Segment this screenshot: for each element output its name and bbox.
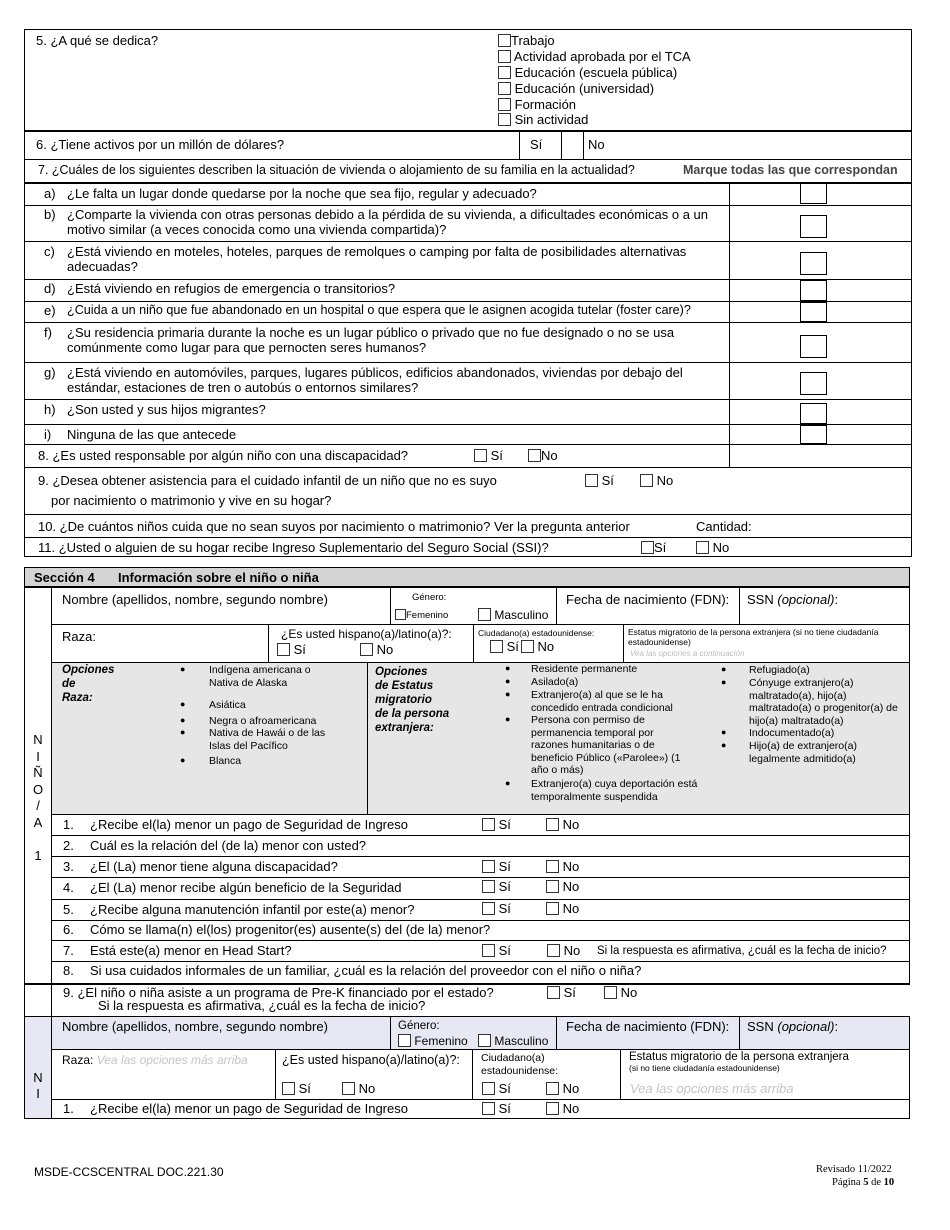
q7-f-checkbox[interactable] bbox=[800, 335, 827, 358]
checkbox[interactable] bbox=[498, 66, 511, 79]
checkbox[interactable] bbox=[482, 944, 495, 957]
q11-no[interactable]: No bbox=[696, 540, 729, 555]
q5-option[interactable]: Educación (universidad) bbox=[498, 81, 654, 96]
child2-race-hint: Vea las opciones más arriba bbox=[96, 1053, 248, 1067]
immig-options-title: Opciones de Estatus migratorio de la persona extranjera: bbox=[375, 666, 450, 734]
immig-option: Hijo(a) de extranjero(a) legalmente admitido(a) bbox=[749, 740, 857, 765]
race-option: Indígena americana o Nativa de Alaska bbox=[209, 664, 311, 689]
child1-q9-line1: 9. ¿El niño o niña asiste a un programa de Pre-K financiado por el estado? bbox=[63, 985, 494, 1000]
child2-immig-sub: (si no tiene ciudadanía estadounidense) bbox=[629, 1063, 780, 1073]
checkbox[interactable] bbox=[490, 640, 503, 653]
child1-q4-no[interactable]: No bbox=[546, 879, 579, 894]
q6-yes[interactable]: Sí bbox=[530, 137, 543, 152]
q7-item-text: ¿Está viviendo en refugios de emergencia o transitorios? bbox=[67, 281, 396, 296]
checkbox[interactable] bbox=[482, 860, 495, 873]
q7-item-text: ¿Comparte la vivienda con otras personas debido a la pérdida de su vivienda, a dificultades económicas o a un motivo similar (a veces conocida como una vivienda compartida)? bbox=[67, 207, 708, 237]
section4-title: Información sobre el niño o niña bbox=[118, 570, 319, 585]
checkbox[interactable] bbox=[342, 1082, 355, 1095]
q7-e-checkbox[interactable] bbox=[800, 302, 827, 322]
child1-gender-label: Género: bbox=[412, 592, 447, 603]
q7-item-text: Ninguna de las que antecede bbox=[67, 427, 237, 442]
child1-q7-start-date[interactable]: Si la respuesta es afirmativa, ¿cuál es la fecha de inicio? bbox=[597, 945, 887, 957]
footer-revised: Revisado 11/2022 bbox=[816, 1164, 892, 1175]
child1-immig-label: Estatus migratorio de la persona extranjera (si no tiene ciudadanía estadounidense) bbox=[628, 627, 879, 647]
footer-page: Página 5 de 10 bbox=[832, 1177, 895, 1188]
child1-q-text: ¿El (La) menor recibe algún beneficio de la Seguridad bbox=[90, 880, 402, 895]
child1-race-label[interactable]: Raza: bbox=[62, 629, 96, 644]
child1-q3-no[interactable]: No bbox=[546, 859, 579, 874]
q7-i-checkbox[interactable] bbox=[800, 425, 827, 444]
child1-q-text: ¿Recibe el(la) menor un pago de Seguridad de Ingreso bbox=[90, 817, 408, 832]
checkbox[interactable] bbox=[546, 860, 559, 873]
child1-q4-yes[interactable]: Sí bbox=[482, 879, 511, 894]
child2-hispanic-yes[interactable]: Sí bbox=[282, 1081, 311, 1096]
q7-g-checkbox[interactable] bbox=[800, 372, 827, 395]
q7-item-letter: i) bbox=[44, 427, 52, 442]
q7-item-text: ¿Cuida a un niño que fue abandonado en un hospital o que espera que le asignen acogida tutelar (foster care)? bbox=[67, 303, 691, 317]
child1-q-num: 4. bbox=[63, 880, 74, 895]
checkbox[interactable] bbox=[360, 643, 373, 656]
child1-name-label[interactable]: Nombre (apellidos, nombre, segundo nombre) bbox=[62, 592, 328, 607]
race-options-title: Opciones de Raza: bbox=[62, 664, 115, 704]
q7-item-text: ¿Son usted y sus hijos migrantes? bbox=[67, 402, 266, 417]
child1-q-text: Está este(a) menor en Head Start? bbox=[90, 943, 292, 958]
checkbox[interactable] bbox=[498, 50, 511, 63]
child1-q-text: ¿El (La) menor tiene alguna discapacidad? bbox=[90, 859, 338, 874]
q7-item-text: ¿Su residencia primaria durante la noche es un lugar público o privado que no fue designado o no se usa comúnmente como lugar para que pernocten seres humanos? bbox=[67, 325, 675, 355]
checkbox[interactable] bbox=[604, 986, 617, 999]
q10-quantity-label[interactable]: Cantidad: bbox=[696, 519, 752, 534]
q7-item-letter: f) bbox=[44, 325, 52, 340]
side-letter: I bbox=[36, 1086, 40, 1101]
q5-option[interactable]: Educación (escuela pública) bbox=[498, 65, 677, 80]
child1-citizen-yes-no[interactable]: Sí No bbox=[490, 639, 554, 654]
checkbox[interactable] bbox=[277, 643, 290, 656]
checkbox[interactable] bbox=[398, 1034, 411, 1047]
child1-dob-label[interactable]: Fecha de nacimiento (FDN): bbox=[566, 592, 730, 607]
checkbox[interactable] bbox=[498, 98, 511, 111]
footer-doc-id: MSDE-CCSCENTRAL DOC.221.30 bbox=[34, 1165, 224, 1179]
checkbox[interactable] bbox=[546, 902, 559, 915]
child1-q-text[interactable]: Cuál es la relación del (de la) menor con usted? bbox=[90, 838, 367, 853]
checkbox[interactable] bbox=[482, 1082, 495, 1095]
checkbox[interactable] bbox=[546, 880, 559, 893]
child1-citizen-label: Ciudadano(a) estadounidense: bbox=[478, 628, 595, 638]
q7-b-checkbox[interactable] bbox=[800, 215, 827, 238]
child2-ssn-label[interactable]: SSN (opcional): bbox=[747, 1019, 839, 1034]
q7-item-letter: b) bbox=[44, 207, 56, 222]
child2-q1-no[interactable]: No bbox=[546, 1101, 579, 1116]
immig-option: Extranjero(a) al que se le ha concedido entrada condicional bbox=[531, 689, 673, 714]
child2-hispanic-no[interactable]: No bbox=[342, 1081, 375, 1096]
child1-q5-yes[interactable]: Sí bbox=[482, 901, 511, 916]
child1-hispanic-no[interactable]: No bbox=[360, 642, 393, 657]
child1-q-num: 7. bbox=[63, 943, 74, 958]
side-letter: N bbox=[33, 1070, 43, 1085]
child1-q-text: ¿Recibe alguna manutención infantil por este(a) menor? bbox=[90, 902, 415, 917]
side-letter: A bbox=[33, 814, 43, 830]
checkbox[interactable] bbox=[395, 609, 406, 620]
side-letter: / bbox=[36, 798, 40, 813]
checkbox[interactable] bbox=[585, 474, 598, 487]
checkbox[interactable] bbox=[498, 82, 511, 95]
checkbox[interactable] bbox=[482, 1102, 495, 1115]
q7-h-checkbox[interactable] bbox=[800, 403, 827, 424]
child2-gender-label: Género: bbox=[398, 1020, 440, 1032]
q7-instruction: Marque todas las que correspondan bbox=[683, 163, 898, 177]
child1-q-num: 2. bbox=[63, 838, 74, 853]
immig-option: Residente permanente bbox=[531, 663, 638, 675]
child1-q-text[interactable]: Si usa cuidados informales de un familiar, ¿cuál es la relación del proveedor con el niño o niña? bbox=[90, 963, 642, 978]
q8-yes[interactable]: Sí bbox=[474, 448, 503, 463]
child2-citizen-no[interactable]: No bbox=[546, 1081, 579, 1096]
q9-no[interactable]: No bbox=[640, 473, 673, 488]
child1-q-num: 6. bbox=[63, 922, 74, 937]
child1-immig-hint: Vea las opciones a continuación bbox=[630, 649, 745, 658]
checkbox[interactable] bbox=[640, 474, 653, 487]
q7-item-letter: c) bbox=[44, 244, 55, 259]
checkbox[interactable] bbox=[546, 818, 559, 831]
child1-q5-no[interactable]: No bbox=[546, 901, 579, 916]
child2-race-label[interactable]: Raza: Vea las opciones más arriba bbox=[62, 1053, 248, 1067]
child1-q9-line2: Si la respuesta es afirmativa, ¿cuál es la fecha de inicio? bbox=[98, 998, 426, 1013]
side-letter: N bbox=[33, 732, 43, 747]
immig-option: Persona con permiso de permanencia temporal por razones humanitarias o de beneficio Público («Parolee») (1 año o más) bbox=[531, 714, 681, 776]
child1-q9-no[interactable]: No bbox=[604, 985, 637, 1000]
child1-q-num: 8. bbox=[63, 963, 74, 978]
checkbox[interactable] bbox=[641, 541, 654, 554]
immig-option: Extranjero(a) cuya deportación está temporalmente suspendida bbox=[531, 778, 698, 803]
child2-q1-text: ¿Recibe el(la) menor un pago de Seguridad de Ingreso bbox=[90, 1101, 408, 1116]
child2-q1-num: 1. bbox=[63, 1101, 74, 1116]
q8-label: 8. ¿Es usted responsable por algún niño con una discapacidad? bbox=[38, 448, 409, 463]
checkbox[interactable] bbox=[498, 113, 511, 126]
q5-option[interactable]: Formación bbox=[498, 97, 576, 112]
side-letter: Ñ bbox=[33, 765, 43, 780]
q5-label: 5. ¿A qué se dedica? bbox=[36, 33, 159, 48]
q9-line1: 9. ¿Desea obtener asistencia para el cuidado infantil de un niño que no es suyo bbox=[38, 473, 497, 488]
q7-item-letter: a) bbox=[44, 186, 56, 201]
q7-c-checkbox[interactable] bbox=[800, 252, 827, 275]
child2-name-label[interactable]: Nombre (apellidos, nombre, segundo nombre) bbox=[62, 1019, 328, 1034]
side-letter: O bbox=[32, 781, 44, 797]
q6-label: 6. ¿Tiene activos por un millón de dólares? bbox=[36, 137, 285, 152]
checkbox[interactable] bbox=[474, 449, 487, 462]
child1-female[interactable]: Femenino bbox=[395, 609, 448, 621]
child2-citizen-yes[interactable]: Sí bbox=[482, 1081, 511, 1096]
child2-citizen-label: Ciudadano(a) estadounidense: bbox=[481, 1052, 559, 1077]
child2-immig-label: Estatus migratorio de la persona extranjera bbox=[629, 1051, 849, 1063]
child1-hispanic-label: ¿Es usted hispano(a)/latino(a)?: bbox=[281, 627, 452, 641]
child1-male[interactable]: Masculino bbox=[478, 608, 548, 623]
section4-number: Sección 4 bbox=[34, 570, 95, 585]
child1-q7-no[interactable]: No bbox=[547, 943, 580, 958]
q7-d-checkbox[interactable] bbox=[800, 280, 827, 301]
child1-side-label bbox=[28, 732, 48, 864]
immig-option: Cónyuge extranjero(a) maltratado(a), hijo(a) maltratado(a) o progenitor(a) de hijo(a) maltratado(a) bbox=[749, 677, 898, 727]
q5-option[interactable]: Actividad aprobada por el TCA bbox=[498, 49, 691, 64]
child2-q1-yes[interactable]: Sí bbox=[482, 1101, 511, 1116]
child2-male[interactable]: Masculino bbox=[478, 1034, 548, 1049]
immig-option: Asilado(a) bbox=[531, 676, 579, 688]
checkbox[interactable] bbox=[282, 1082, 295, 1095]
immig-option: Refugiado(a) bbox=[749, 664, 810, 676]
q8-no[interactable]: No bbox=[528, 448, 558, 463]
q5-option[interactable]: Sin actividad bbox=[498, 112, 588, 127]
child1-q9-yes[interactable]: Sí bbox=[547, 985, 576, 1000]
immig-option: Indocumentado(a) bbox=[749, 727, 835, 739]
q9-line2: por nacimiento o matrimonio y vive en su hogar? bbox=[51, 493, 332, 508]
child2-dob-label[interactable]: Fecha de nacimiento (FDN): bbox=[566, 1019, 730, 1034]
checkbox[interactable] bbox=[696, 541, 709, 554]
child1-ssn-label[interactable]: SSN (opcional): bbox=[747, 592, 839, 607]
checkbox[interactable] bbox=[528, 449, 541, 462]
q7-item-text: ¿Está viviendo en moteles, hoteles, parques de remolques o camping por falta de posibilidades alternativas adecuadas? bbox=[67, 244, 687, 274]
checkbox[interactable] bbox=[498, 34, 511, 47]
child2-immig-hint[interactable]: Vea las opciones más arriba bbox=[630, 1081, 794, 1096]
q7-item-letter: h) bbox=[44, 402, 56, 417]
side-letter bbox=[28, 831, 48, 848]
q7-a-checkbox[interactable] bbox=[800, 183, 827, 204]
q7-label: 7. ¿Cuáles de los siguientes describen la situación de vivienda o alojamiento de su familia en la actualidad? bbox=[38, 163, 635, 177]
q11-label: 11. ¿Usted o alguien de su hogar recibe Ingreso Suplementario del Seguro Social (SSI)? bbox=[38, 540, 549, 555]
checkbox[interactable] bbox=[521, 640, 534, 653]
child2-female[interactable]: Femenino bbox=[398, 1034, 468, 1049]
checkbox[interactable] bbox=[482, 902, 495, 915]
checkbox[interactable] bbox=[546, 1102, 559, 1115]
child1-q-num: 3. bbox=[63, 859, 74, 874]
child1-hispanic-yes[interactable]: Sí bbox=[277, 642, 306, 657]
child1-q7-yes[interactable]: Sí bbox=[482, 943, 511, 958]
child1-q3-yes[interactable]: Sí bbox=[482, 859, 511, 874]
q9-yes[interactable]: Sí bbox=[585, 473, 614, 488]
race-option: Nativa de Hawái o de las Islas del Pacífico bbox=[209, 727, 326, 752]
child1-q-text[interactable]: Cómo se llama(n) el(los) progenitor(es) ausente(s) del (de la) menor? bbox=[90, 922, 491, 937]
checkbox[interactable] bbox=[482, 880, 495, 893]
checkbox[interactable] bbox=[482, 818, 495, 831]
child1-q-num: 5. bbox=[63, 902, 74, 917]
q7-item-letter: g) bbox=[44, 365, 56, 380]
q7-item-text: ¿Está viviendo en automóviles, parques, lugares públicos, edificios abandonados, viviendas por debajo del estándar, estaciones de tren o autobús o entornos similares? bbox=[67, 365, 683, 395]
q5-option[interactable]: Trabajo bbox=[498, 33, 555, 48]
q7-item-text: ¿Le falta un lugar donde quedarse por la noche que sea fijo, regular y adecuado? bbox=[67, 186, 537, 201]
checkbox[interactable] bbox=[546, 1082, 559, 1095]
q7-item-letter: e) bbox=[44, 303, 56, 318]
child1-q-num: 1. bbox=[63, 817, 74, 832]
q6-no[interactable]: No bbox=[588, 137, 605, 152]
child1-q1-yes[interactable]: Sí bbox=[482, 817, 511, 832]
q7-item-letter: d) bbox=[44, 281, 56, 296]
race-option: Blanca bbox=[209, 755, 242, 767]
child2-hispanic-label: ¿Es usted hispano(a)/latino(a)?: bbox=[282, 1053, 460, 1067]
checkbox[interactable] bbox=[478, 608, 491, 621]
side-letter: 1 bbox=[34, 847, 42, 863]
race-option: Negra o afroamericana bbox=[209, 715, 317, 727]
checkbox[interactable] bbox=[478, 1034, 491, 1047]
side-letter: I bbox=[36, 748, 40, 764]
race-option: Asiática bbox=[209, 699, 246, 711]
q10-label: 10. ¿De cuántos niños cuida que no sean suyos por nacimiento o matrimonio? Ver la pregunta anterior bbox=[38, 519, 630, 534]
checkbox[interactable] bbox=[547, 944, 560, 957]
child1-q1-no[interactable]: No bbox=[546, 817, 579, 832]
child2-side-label bbox=[28, 1070, 48, 1102]
checkbox[interactable] bbox=[547, 986, 560, 999]
q11-yes[interactable]: Sí bbox=[641, 540, 666, 555]
